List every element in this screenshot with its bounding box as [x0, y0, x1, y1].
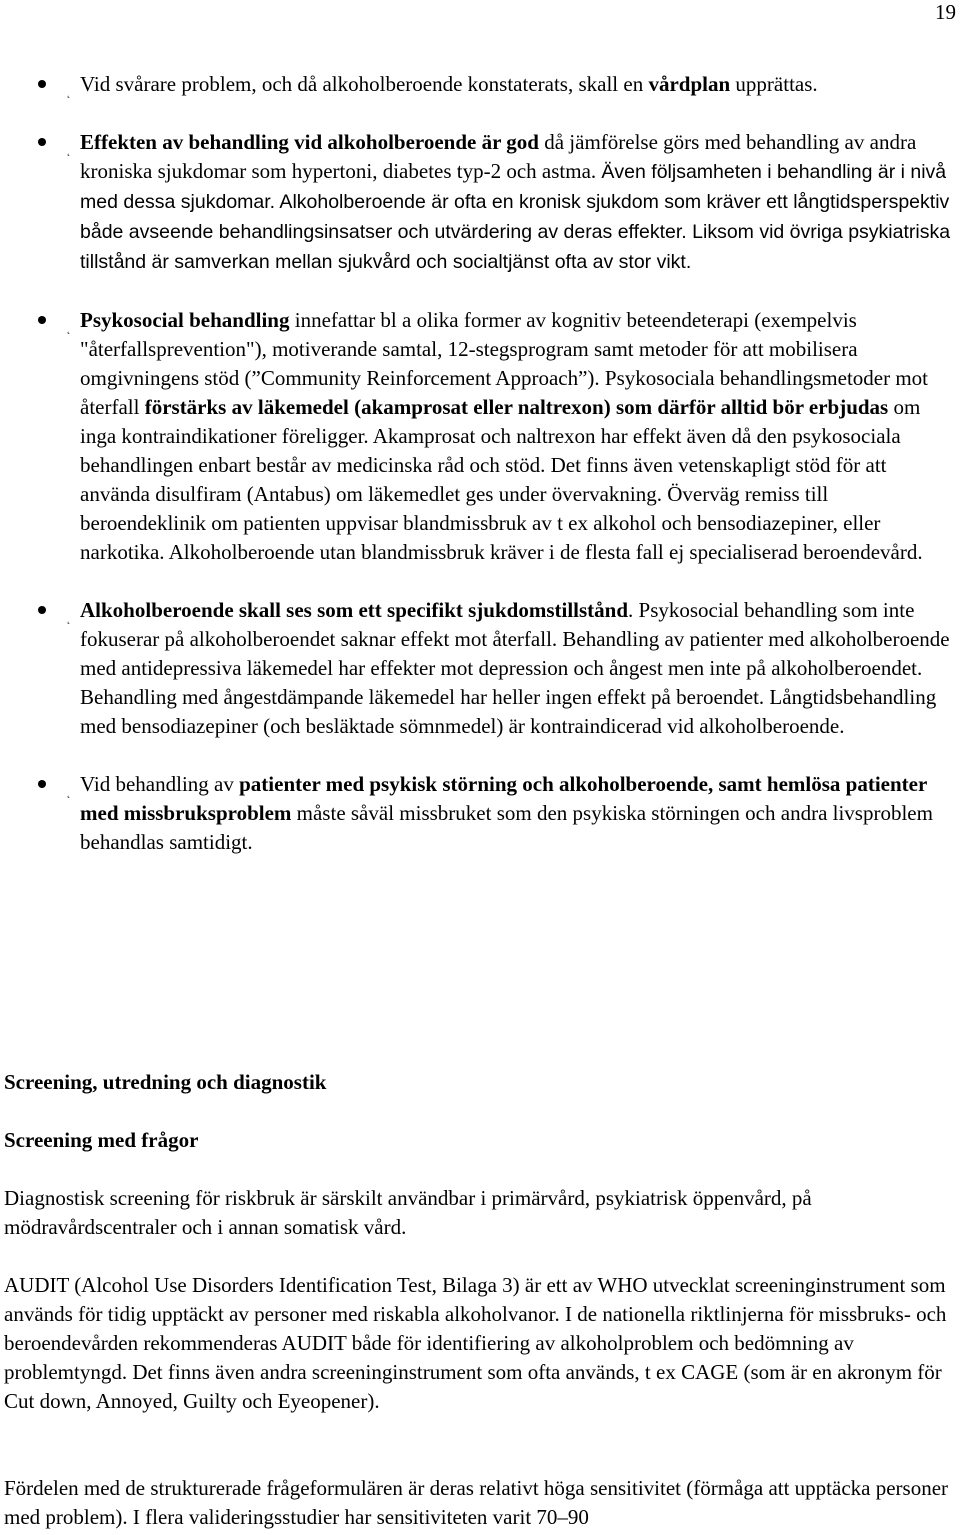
- bullet-dot-icon: [38, 80, 46, 88]
- list-item: [0, 596, 960, 741]
- list-item: [0, 128, 960, 277]
- list-item-text: innefattar bl a olika former av kognitiv beteendeterapi (exempelvis "återfallsprevention"), motiverande samtal, 12-stegsprogram samt metoder för att mobilisera omgivningens stöd (”Community Reinforcement Approach”). Psykosociala behandlingsmetoder mot återfall: [80, 308, 929, 419]
- body-paragraph: AUDIT (Alcohol Use Disorders Identification Test, Bilaga 3) är ett av WHO utvecklat screeninginstrument som används för tidig upptäckt av personer med riskabla alkoholvanor. I de nationella riktlinjerna för missbruks- och beroendevården rekommenderas AUDIT både för identifiering av alkoholproblem och bedömning av problemtyngd. Det finns även andra screeninginstrument som ofta används, t ex CAGE (som är en akronym för Cut down, Annoyed, Guilty och Eyeopener).: [4, 1273, 947, 1413]
- list-item-emphasis: Alkoholberoende skall ses som ett specifikt sjukdomstillstånd: [80, 598, 629, 622]
- list-item: [0, 770, 960, 857]
- bullet-marker: ˛: [67, 324, 71, 335]
- bullet-marker: ˛: [67, 146, 71, 157]
- bullet-dot-icon: [38, 138, 46, 146]
- bullet-marker: ˛: [67, 88, 71, 99]
- bullet-dot-icon: [38, 780, 46, 788]
- list-item-text: Även följsamheten i behandling är i nivå med dessa sjukdomar. Alkoholberoende är ofta en kronisk sjukdom som kräver ett långtidsperspektiv både avseende behandlingsinsatser och utvärdering av deras effekter. Liksom vid övriga psykiatriska tillstånd är samverkan mellan sjukvård och socialtjänst ofta av stor vikt.: [80, 161, 951, 273]
- list-item-text: om inga kontraindikationer föreligger. Akamprosat och naltrexon har effekt även då den psykosociala behandlingen enbart består av medicinska råd och stöd. Det finns även vetenskapligt stöd för att använda disulfiram (Antabus) om läkemedlet ges under övervakning. Överväg remiss till beroendeklinik om patienten uppvisar blandmissbruk av t ex alkohol och bensodiazepiner, eller narkotika. Alkoholberoende utan blandmissbruk kräver i de flesta fall ej specialiserad beroendevård.: [80, 395, 923, 564]
- list-item-text: . Psykosocial behandling som inte fokuserar på alkoholberoendet saknar effekt mot återfall. Behandling av patienter med alkoholberoende med antidepressiva läkemedel har effekter mot depression och ångest men inte på alkoholberoendet. Behandling med ångestdämpande läkemedel har heller ingen effekt på beroendet. Långtidsbehandling med bensodiazepiner (och besläktade sömnmedel) är kontraindicerad vid alkoholberoende.: [80, 598, 950, 738]
- bullet-dot-icon: [38, 316, 46, 324]
- list-item-text: upprättas.: [730, 72, 818, 96]
- list-item-emphasis: Psykosocial behandling: [80, 308, 290, 332]
- list-item-emphasis: förstärks av läkemedel (akamprosat eller naltrexon) som därför alltid bör erbjudas: [144, 395, 889, 419]
- list-item-emphasis: patienter med psykisk störning och alkoholberoende, samt hemlösa patienter med missbruksproblem: [80, 772, 927, 825]
- page-number: 19: [935, 0, 956, 24]
- body-paragraph: Fördelen med de strukturerade frågeformulären är deras relativt höga sensitivitet (förmåga att upptäcka personer med problem). I flera valideringsstudier har sensitiviteten varit 70–90: [4, 1476, 949, 1529]
- bullet-marker: ˛: [67, 788, 71, 799]
- list-item-text: måste såväl missbruket som den psykiska störningen och andra livsproblem behandlas samtidigt.: [80, 801, 933, 854]
- bullet-marker: ˛: [67, 614, 71, 625]
- bullet-dot-icon: [38, 606, 46, 614]
- list-item-text: Vid svårare problem, och då alkoholberoende konstaterats, skall en: [80, 72, 649, 96]
- list-item: [0, 306, 960, 567]
- section-heading: Screening, utredning och diagnostik: [4, 1070, 327, 1094]
- list-item-emphasis: vårdplan: [648, 72, 731, 96]
- list-item: [0, 70, 960, 99]
- bullet-list: [0, 70, 960, 886]
- list-item-emphasis: Effekten av behandling vid alkoholberoende är god: [80, 130, 539, 154]
- list-item-text: Vid behandling av: [80, 772, 240, 796]
- list-item-text: då jämförelse görs med behandling av andra kroniska sjukdomar som hypertoni, diabetes typ-2 och astma.: [80, 130, 917, 183]
- body-paragraph: Diagnostisk screening för riskbruk är särskilt användbar i primärvård, psykiatrisk öppenvård, på mödravårdscentraler och i annan somatisk vård.: [4, 1186, 812, 1239]
- subsection-heading: Screening med frågor: [4, 1128, 199, 1152]
